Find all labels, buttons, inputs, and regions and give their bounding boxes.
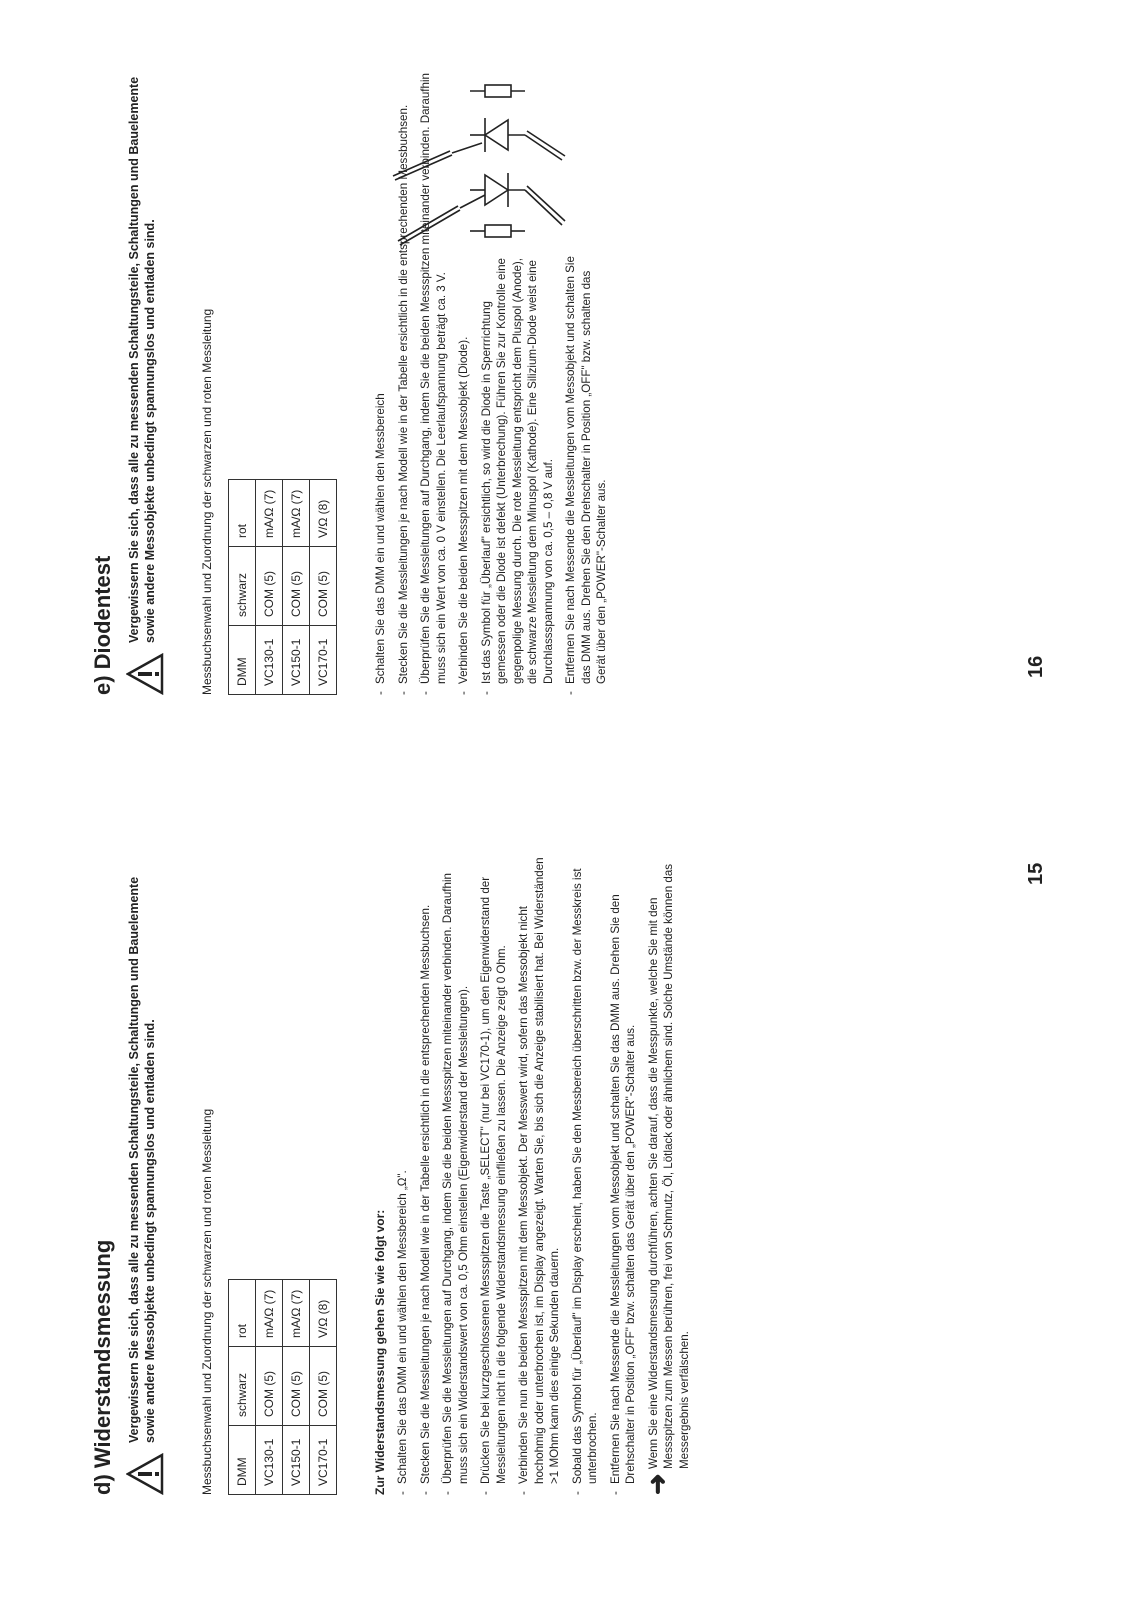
socket-table [228, 1279, 337, 1495]
warning-text: Vergewissern Sie sich, dass alle zu messenden Schaltungsteile, Schaltungen und Bauelemente sowie andere Messobjekte unbedingt spannungslos und entladen sind. [127, 76, 157, 643]
table-cell: mA/Ω (7) [256, 1280, 283, 1347]
table-cell: COM (5) [310, 547, 337, 626]
section-title: d) Widerstandsmessung [90, 1239, 115, 1495]
list-item: - Ist das Symbol für „Überlauf" ersichtlich, so wird die Diode in Sperrrichtung gemessen oder die Diode ist defekt (Unterbrechung). Führen Sie zur Kontrolle eine gegenpolige Messung durch. Die rote Messleitung entspricht dem Pluspol (Anode), die schwarze Messleitung dem Minuspol (Kathode). Eine Silizium-Diode weist eine Durchlassspannung von ca. 0,5 – 0,8 V auf. [479, 254, 557, 695]
resistance-section [90, 855, 692, 1495]
table-cell: COM (5) [256, 1347, 283, 1426]
list-item: - Verbinden Sie nun die beiden Messspitzen mit dem Messobjekt. Der Messwert wird, sofern das Messobjekt nicht hochohmig oder unterbrochen ist, im Display angezeigt. Warten Sie, bis sich die Anzeige stabilisiert hat. Bei Widerständen >1 MOhm kann dies einige Sekunden dauern. [516, 855, 563, 1495]
warning-block [126, 855, 164, 1495]
arrow-right-icon: ➜ [641, 1473, 672, 1495]
table-cell: mA/Ω (7) [256, 480, 283, 547]
table-cell: COM (5) [283, 1347, 310, 1426]
table-cell: VC130-1 [256, 1426, 283, 1495]
note-text: Wenn Sie eine Widerstandsmessung durchführen, achten Sie darauf, dass die Messpunkte, welche Sie mit den Messspitzen zum Messen berühren, frei von Schmutz, Öl, Lötlack oder ähnlichem sind. Solche Umstände können das Messergebnis verfälschen. [646, 863, 691, 1469]
table-cell: VC150-1 [283, 626, 310, 695]
table-row [283, 1280, 310, 1495]
page-15 [0, 800, 1132, 1600]
table-cell: schwarz [229, 1347, 256, 1426]
table-cell: COM (5) [283, 547, 310, 626]
list-item: - Schalten Sie das DMM ein und wählen den Messbereich [373, 55, 389, 695]
table-row [229, 1280, 256, 1495]
table-cell: COM (5) [256, 547, 283, 626]
table-cell: mA/Ω (7) [283, 480, 310, 547]
table-cell: COM (5) [310, 1347, 337, 1426]
table-cell: DMM [229, 1426, 256, 1495]
warning-triangle-icon [126, 1453, 164, 1495]
table-cell: V/Ω (8) [310, 1280, 337, 1347]
warning-block [126, 55, 164, 695]
page-number: 15 [1025, 862, 1047, 885]
table-cell: V/Ω (8) [310, 480, 337, 547]
list-item: - Verbinden Sie die beiden Messspitzen mit dem Messobjekt (Diode). [456, 254, 472, 695]
table-cell: VC170-1 [310, 1426, 337, 1495]
list-item: - Stecken Sie die Messleitungen je nach Modell wie in der Tabelle ersichtlich in die entsprechenden Messbuchsen. [418, 855, 434, 1495]
table-cell: VC170-1 [310, 626, 337, 695]
section-title: e) Diodentest [90, 555, 115, 695]
table-cell: VC150-1 [283, 1426, 310, 1495]
list-item: - Schalten Sie das DMM ein und wählen den Messbereich „Ω". [395, 855, 411, 1495]
table-row [283, 480, 310, 695]
table-caption: Messbuchsenwahl und Zuordnung der schwarzen und roten Messleitung [200, 308, 214, 695]
list-item: - Überprüfen Sie die Messleitungen auf Durchgang, indem Sie die beiden Messspitzen miteinander verbinden. Daraufhin muss sich ein Wert von ca. 0 V einstellen. Die Leerlaufspannung beträgt ca. 3 V. [418, 55, 449, 695]
table-caption: Messbuchsenwahl und Zuordnung der schwarzen und roten Messleitung [200, 1108, 214, 1495]
warning-text: Vergewissern Sie sich, dass alle zu messenden Schaltungsteile, Schaltungen und Bauelemente sowie andere Messobjekte unbedingt spannungslos und entladen sind. [127, 876, 157, 1443]
list-item: - Drücken Sie bei kurzgeschlossenen Messspitzen die Taste „SELECT" (nur bei VC170-1), um den Eigenwiderstand der Messleitungen nicht in die folgende Widerstandsmessung einfließen zu lassen. Die Anzeige zeigt 0 Ohm. [478, 855, 509, 1495]
list-item: - Sobald das Symbol für „Überlauf" im Display erscheint, haben Sie den Messbereich überschritten bzw. der Messkreis ist unterbrochen. [570, 855, 601, 1495]
table-row [256, 480, 283, 695]
table-cell: VC130-1 [256, 626, 283, 695]
table-row [229, 480, 256, 695]
list-item: - Entfernen Sie nach Messende die Messleitungen vom Messobjekt und schalten Sie das DMM aus. Drehen Sie den Drehschalter in Position „OFF" bzw. schalten das Gerät über den „POWER"-Schalter aus. [563, 254, 610, 695]
table-cell: schwarz [229, 547, 256, 626]
procedure-heading: Zur Widerstandsmessung gehen Sie wie folgt vor: [373, 1209, 387, 1495]
procedure-steps [395, 855, 639, 1495]
table-cell: mA/Ω (7) [283, 1280, 310, 1347]
table-row [310, 480, 337, 695]
warning-triangle-icon [126, 653, 164, 695]
table-cell: rot [229, 480, 256, 547]
list-item: - Stecken Sie die Messleitungen je nach Modell wie in der Tabelle ersichtlich in die entsprechenden Messbuchsen. [396, 55, 412, 695]
table-cell: rot [229, 1280, 256, 1347]
page-number: 16 [1025, 655, 1047, 678]
table-cell: DMM [229, 626, 256, 695]
diode-test-illustration [390, 45, 570, 255]
socket-table [228, 479, 337, 695]
list-item: - Entfernen Sie nach Messende die Messleitungen vom Messobjekt und schalten Sie das DMM aus. Drehen Sie den Drehschalter in Position „OFF" bzw. schalten das Gerät über den „POWER"-Schalter aus. [608, 855, 639, 1495]
table-row [256, 1280, 283, 1495]
list-item: - Überprüfen Sie die Messleitungen auf Durchgang, indem Sie die beiden Messspitzen miteinander verbinden. Daraufhin muss sich ein Widerstandswert von ca. 0,5 Ohm einstellen (Eigenwiderstand der Messleitungen). [440, 855, 471, 1495]
table-row [310, 1280, 337, 1495]
note-block [641, 855, 693, 1495]
